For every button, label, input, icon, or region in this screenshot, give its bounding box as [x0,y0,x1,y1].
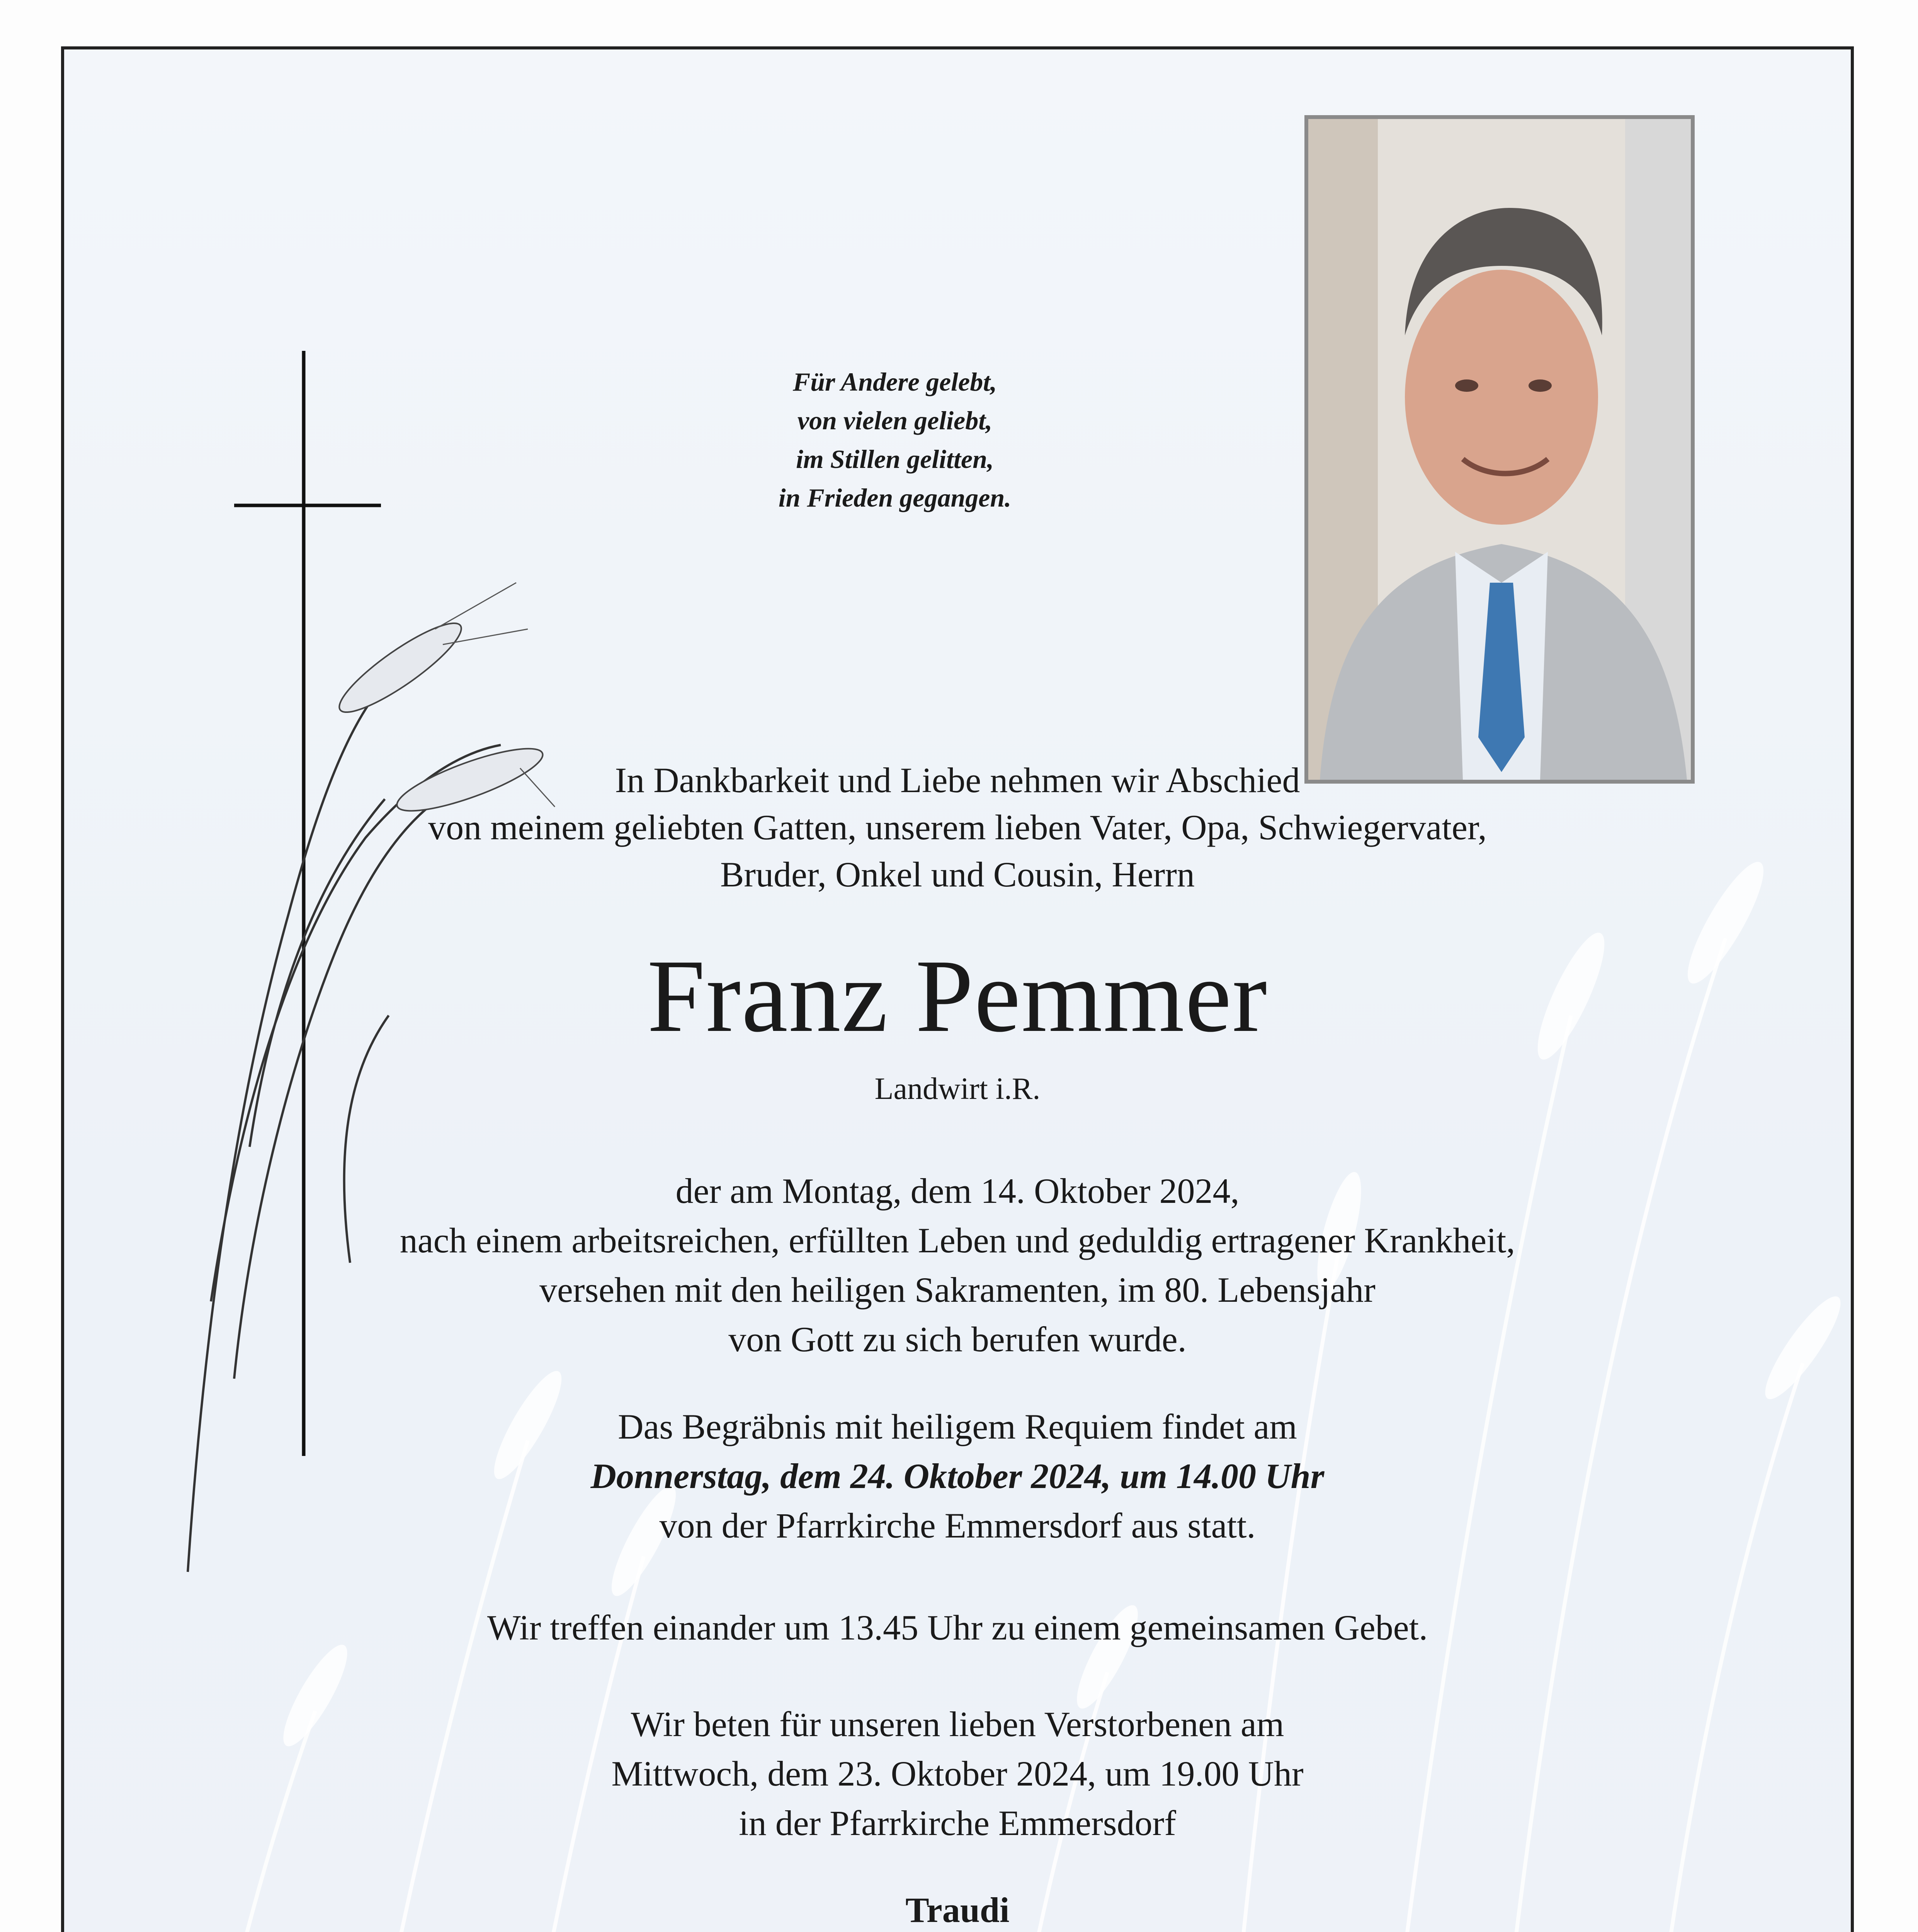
portrait-image [1308,119,1691,780]
funeral-date: Donnerstag, dem 24. Oktober 2024, um 14.00 Uhr [590,1456,1325,1496]
deceased-occupation: Landwirt i.R. [874,1072,1041,1106]
death-line: von Gott zu sich berufen wurde. [728,1320,1187,1359]
portrait-photo [1304,115,1695,784]
motto-line: im Stillen gelitten, [796,444,994,474]
mourners-list [64,1889,1851,1932]
deceased-name: Franz Pemmer [647,938,1268,1054]
death-notice [64,1166,1851,1364]
mourner-name: Traudi [905,1890,1010,1930]
death-line: der am Montag, dem 14. Oktober 2024, [675,1171,1240,1211]
meeting-line: Wir treffen einander um 13.45 Uhr zu einem gemeinsamen Gebet. [487,1608,1428,1647]
prayer-line: Wir beten für unseren lieben Verstorbenen am [631,1704,1284,1744]
death-line: nach einem arbeitsreichen, erfüllten Leben und geduldig ertragener Krankheit, [400,1221,1515,1260]
funeral-line: Das Begräbnis mit heiligem Requiem findet am [618,1407,1297,1446]
intro-line: In Dankbarkeit und Liebe nehmen wir Abschied [615,760,1300,800]
motto-line: von vielen geliebt, [797,406,993,435]
intro-line: von meinem geliebten Gatten, unserem lieben Vater, Opa, Schwiegervater, [428,808,1487,847]
motto-line: Für Andere gelebt, [792,367,997,396]
intro-line: Bruder, Onkel und Cousin, Herrn [720,855,1195,894]
motto-line: in Frieden gegangen. [778,483,1012,512]
funeral-line: von der Pfarrkirche Emmersdorf aus statt. [659,1506,1256,1545]
intro-text [64,757,1851,898]
motto [605,362,1185,517]
prayer-line: Mittwoch, dem 23. Oktober 2024, um 19.00 Uhr [611,1754,1304,1793]
obituary-frame [61,46,1854,1932]
meeting-info [64,1603,1851,1652]
prayer-line: in der Pfarrkirche Emmersdorf [739,1803,1176,1843]
funeral-info [64,1402,1851,1550]
mourner-group [64,1889,1851,1932]
death-line: versehen mit den heiligen Sakramenten, im 80. Lebensjahr [539,1270,1376,1310]
prayer-info [64,1699,1851,1848]
